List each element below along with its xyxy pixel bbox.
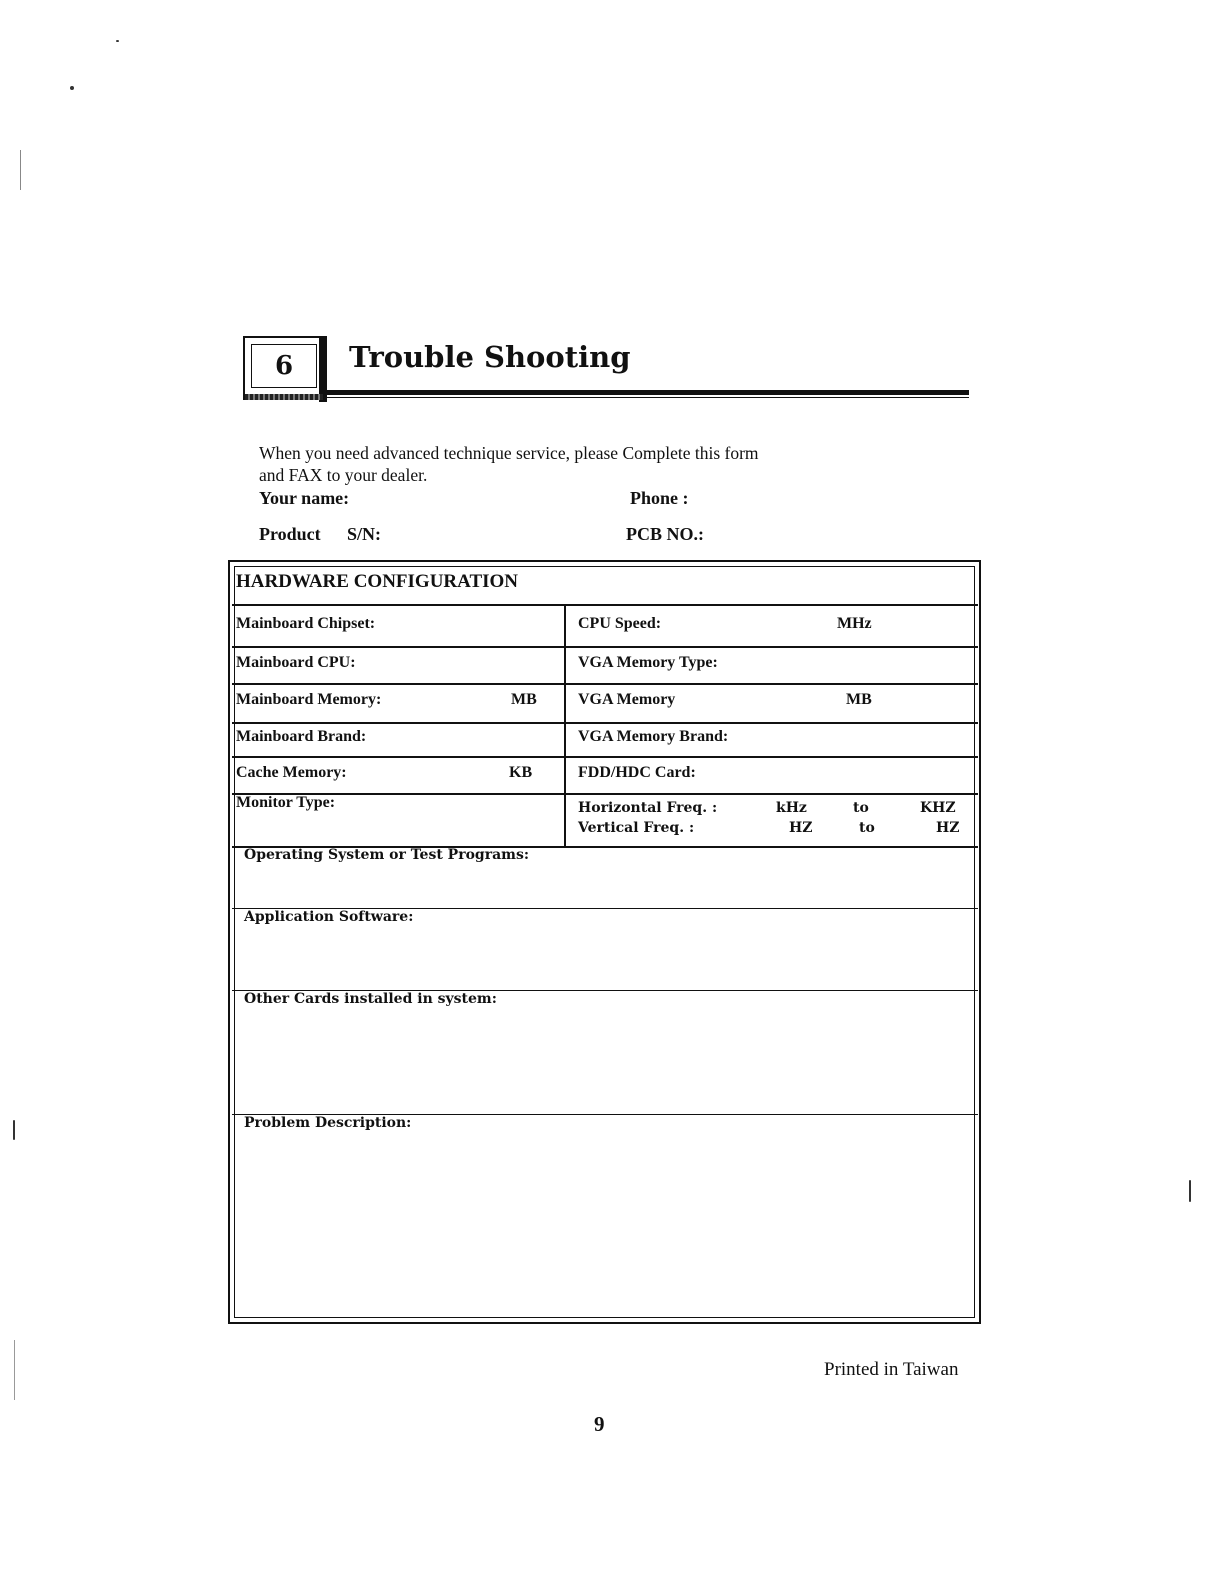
- phone-label: Phone :: [630, 488, 689, 508]
- monitor-type-label: Monitor Type:: [236, 794, 336, 811]
- vga-memory-unit: MB: [846, 691, 872, 708]
- operating-system-label: Operating System or Test Programs:: [244, 847, 530, 863]
- intro-line-1: When you need advanced technique service, please Complete this form: [259, 443, 759, 463]
- mainboard-memory-label: Mainboard Memory:: [236, 691, 382, 708]
- page-number: 9: [594, 1412, 605, 1436]
- cpu-speed-unit: MHz: [837, 615, 872, 632]
- vga-memory-label: VGA Memory: [578, 691, 676, 708]
- hardware-form: [228, 560, 981, 1324]
- form-line: [232, 646, 978, 648]
- cache-memory-unit: KB: [509, 764, 533, 781]
- chapter-number: 6: [251, 344, 317, 388]
- vertical-freq-to: to: [859, 820, 875, 836]
- scan-speck: [116, 40, 119, 42]
- mainboard-chipset-label: Mainboard Chipset:: [236, 615, 376, 632]
- product-label: Product: [259, 524, 321, 544]
- pcb-label: PCB NO.:: [626, 524, 704, 544]
- chapter-box-foot: [245, 394, 323, 400]
- cache-memory-label: Cache Memory:: [236, 764, 347, 781]
- other-cards-label: Other Cards installed in system:: [244, 991, 497, 1007]
- horizontal-freq-unit-to: KHZ: [920, 800, 956, 816]
- title-rule: [325, 390, 969, 395]
- form-heading: HARDWARE CONFIGURATION: [236, 571, 519, 592]
- fdd-hdc-card-label: FDD/HDC Card:: [578, 764, 696, 781]
- chapter-number-box: [243, 336, 325, 400]
- problem-description-label: Problem Description:: [244, 1115, 412, 1131]
- intro-line-2: and FAX to your dealer.: [259, 465, 428, 485]
- horizontal-freq-to: to: [853, 800, 869, 816]
- horizontal-freq-label: Horizontal Freq. :: [578, 800, 718, 816]
- intro-text: [259, 442, 859, 486]
- scan-speck: [1189, 1180, 1191, 1202]
- form-line: [232, 683, 978, 685]
- form-line: [232, 793, 978, 795]
- scan-speck: [20, 150, 21, 190]
- your-name-label: Your name:: [259, 488, 350, 508]
- vga-memory-brand-label: VGA Memory Brand:: [578, 728, 729, 745]
- scan-speck: [14, 1340, 15, 1400]
- vga-memory-type-label: VGA Memory Type:: [578, 654, 718, 671]
- scan-speck: [13, 1120, 15, 1140]
- printed-in: Printed in Taiwan: [824, 1359, 959, 1380]
- form-inner-frame: [234, 566, 975, 1318]
- mainboard-brand-label: Mainboard Brand:: [236, 728, 367, 745]
- form-line: [232, 756, 978, 758]
- form-column-divider: [564, 604, 566, 848]
- vertical-freq-label: Vertical Freq. :: [578, 820, 695, 836]
- mainboard-cpu-label: Mainboard CPU:: [236, 654, 356, 671]
- form-line: [232, 722, 978, 724]
- scan-speck: [70, 86, 74, 90]
- chapter-title: Trouble Shooting: [349, 340, 631, 374]
- sn-label: S/N:: [347, 524, 382, 544]
- mainboard-memory-unit: MB: [511, 691, 537, 708]
- horizontal-freq-unit-from: kHz: [776, 800, 807, 816]
- form-line: [232, 604, 978, 606]
- vertical-freq-unit-to: HZ: [936, 820, 960, 836]
- vertical-freq-unit-from: HZ: [789, 820, 813, 836]
- cpu-speed-label: CPU Speed:: [578, 615, 662, 632]
- application-software-label: Application Software:: [244, 909, 414, 925]
- title-rule-thin: [325, 397, 969, 398]
